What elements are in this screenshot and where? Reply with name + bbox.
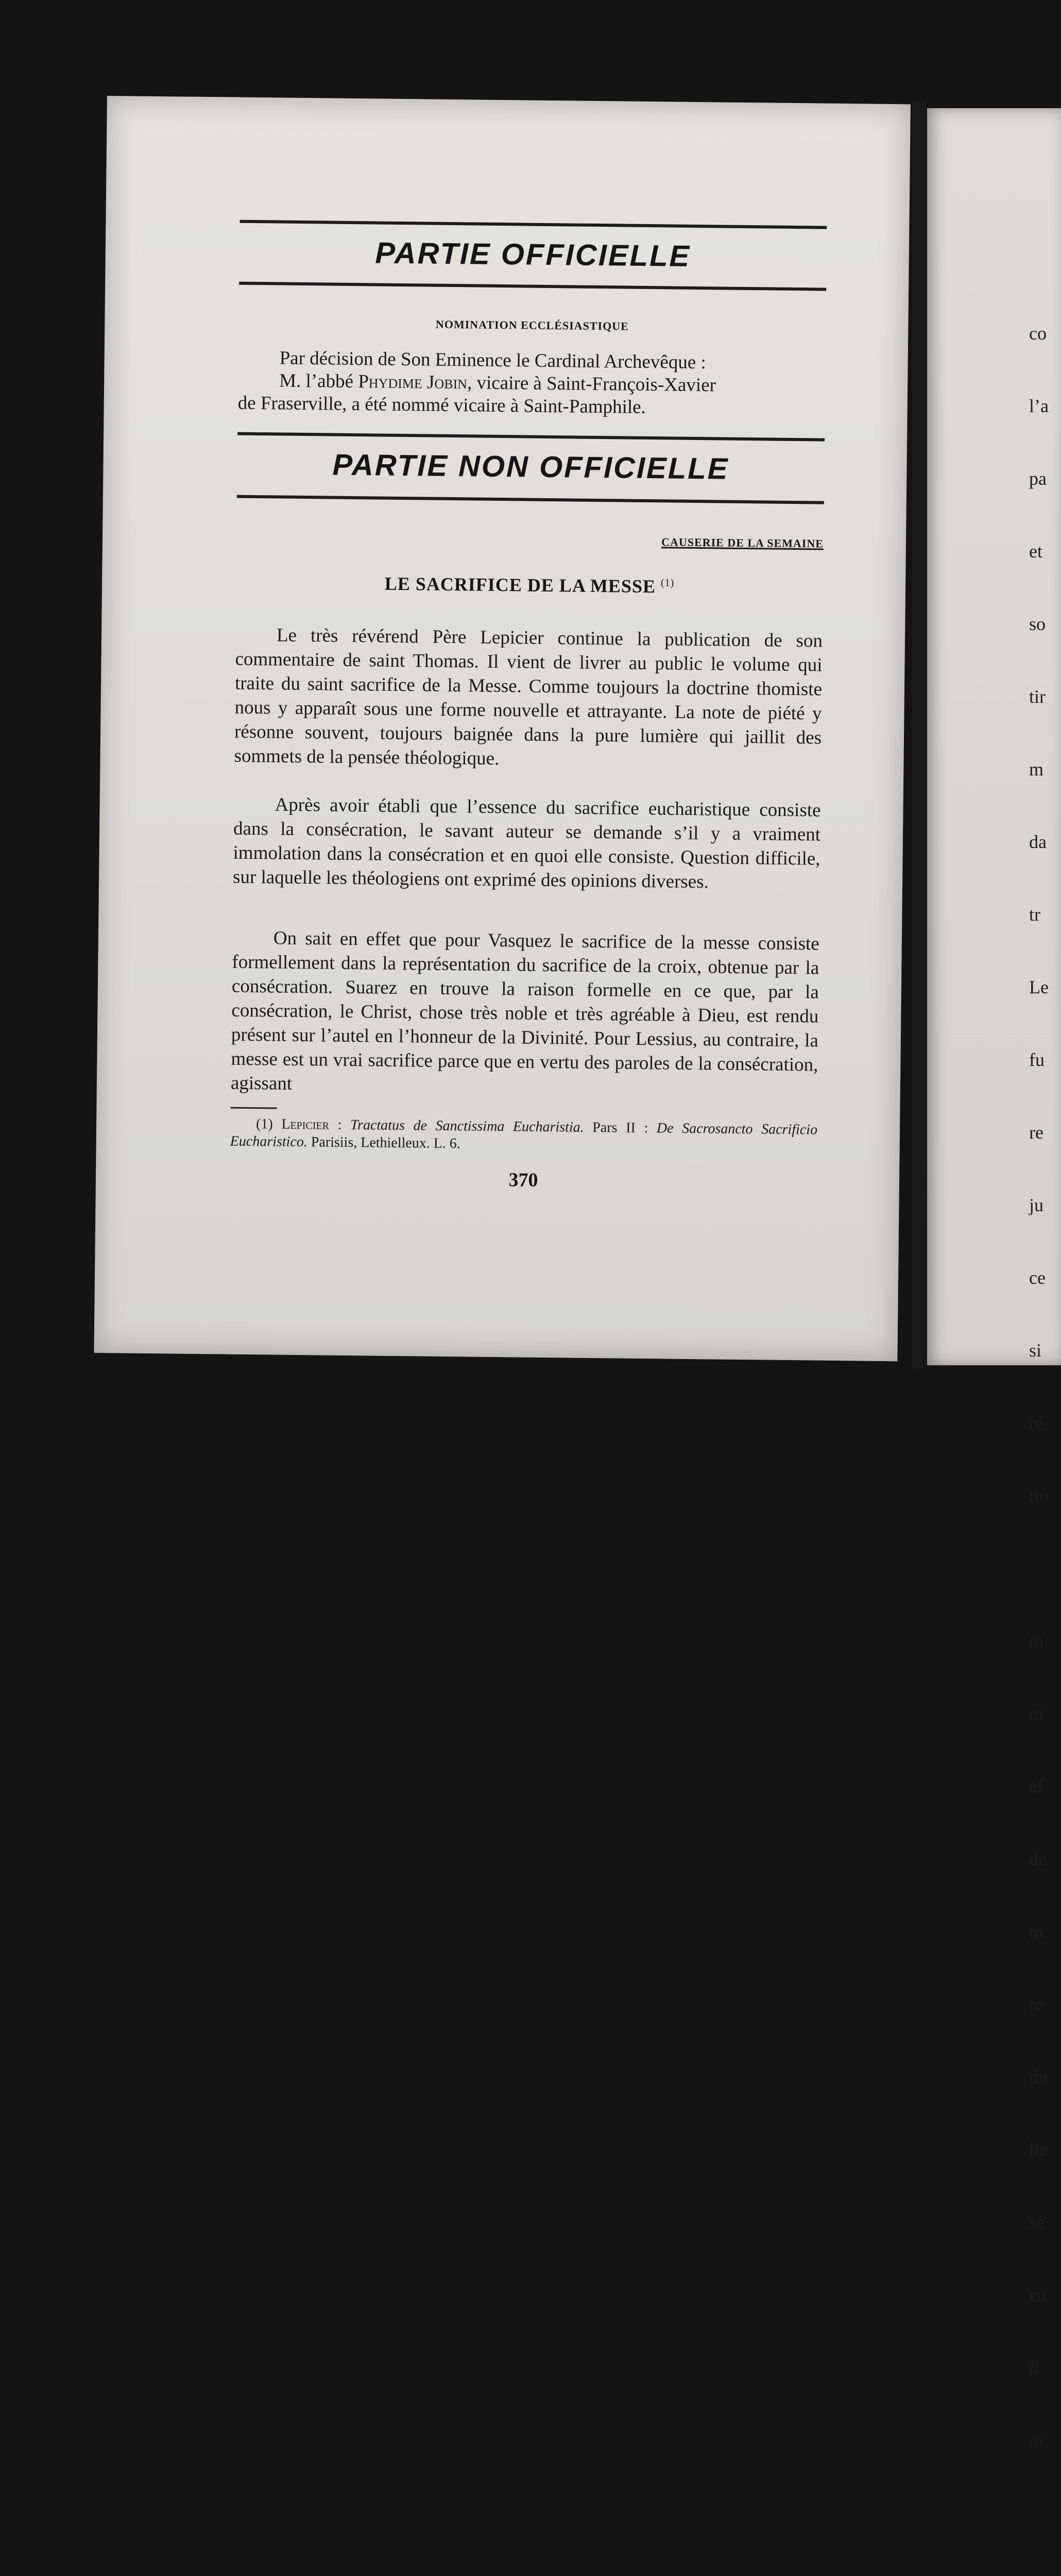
facing-line: tio (1029, 1485, 1049, 1506)
facing-line: ré (1029, 1413, 1043, 1433)
facing-line (1029, 2573, 1042, 2576)
nomination-line-3: de Fraserville, a été nommé vicaire à Saint-Pamphile. (237, 392, 646, 418)
footnote-part: Pars II : (584, 1119, 657, 1137)
footnote-author: Lepicier : (281, 1116, 342, 1133)
article-title-row (236, 571, 823, 599)
footnote-number: (1) (255, 1116, 273, 1132)
nomination-heading: NOMINATION ECCLÉSIASTIQUE (435, 317, 629, 333)
causerie-label: CAUSERIE DE LA SEMAINE (661, 535, 824, 550)
facing-line: so (1029, 614, 1046, 634)
facing-line: fu (1029, 1049, 1045, 1070)
header-non-official: PARTIE NON OFFICIELLE (332, 448, 729, 486)
paragraph-1: Le très révérend Père Lepicier continue la publication de son commentaire de saint Thomas. Il vient de livrer au public le volume qui traite du saint sacrifice de la Messe. Comme toujours la doctrine thomiste nous y apparaît sous une forme nouvelle et attrayante. La note de piété y résonne souvent, toujours baignée dans la pure lumière qui jaillit des sommets de la pensée théologique. (234, 624, 823, 770)
facing-line: ce (1029, 1267, 1046, 1288)
facing-line: l’a (1029, 396, 1049, 416)
facing-line: ef (1029, 1776, 1043, 1797)
facing-line: co (1029, 323, 1047, 344)
article-note-ref: (1) (660, 577, 675, 589)
facing-line: si (1029, 1340, 1042, 1361)
facing-line: fi (1029, 2357, 1040, 2378)
page-number: 370 (508, 1169, 538, 1191)
facing-line: m (1029, 1921, 1044, 1942)
paragraph-2: Après avoir établi que l’essence du sacrifice eucharistique consiste dans la consécration, le savant auteur se demande s’il y a vraiment immolation dans la consécration et en quoi elle consiste. Question difficile, sur laquelle les théologiens ont exprimé des opinions diverses. (232, 794, 821, 893)
footnote-title-1: Tractatus de Sanctissima Eucharistia. (350, 1117, 584, 1136)
facing-line: du (1029, 2066, 1048, 2087)
facing-line: eu (1029, 2284, 1047, 2305)
facing-line: tir (1029, 686, 1046, 707)
facing-line: re (1029, 1994, 1043, 2014)
facing-line: m (1029, 1631, 1044, 1651)
rule-above-non-official (237, 432, 825, 442)
facing-line: m (1029, 759, 1044, 779)
facing-line: tr (1029, 904, 1040, 925)
book-page (94, 96, 910, 1361)
paragraph-3: On sait en effet que pour Vasquez le sacrifice de la messe consiste formellement dans la représentation du sacrifice de la croix, obtenue par la consécration. Suarez en trouve la raison formelle en ce que, par la consécration, le Christ, chose très noble et très agréable à Dieu, est rendu présent sur l’autel en l’honneur de la Divinité. Pour Lessius, au contraire, la messe est un vrai sacrifice parce que en vertu des paroles de la consécration, agissant (230, 927, 820, 1094)
nomination-prefix: M. l’abbé (279, 370, 358, 393)
footnote-rule (230, 1107, 277, 1109)
facing-line: de (1029, 1849, 1047, 1869)
book-gutter (913, 101, 926, 1368)
footnote-rest: Parisiis, Lethielleux. L. 6. (307, 1134, 461, 1152)
nomination-line-1: Par décision de Son Eminence le Cardinal Archevêque : (279, 347, 706, 374)
facing-line: re (1029, 1122, 1043, 1143)
footnote (230, 1115, 818, 1157)
facing-line: Le (1029, 977, 1049, 997)
rule-under-non-official (237, 495, 824, 504)
facing-page-text (1029, 273, 1049, 2576)
facing-line: et (1029, 541, 1042, 562)
facing-line: in (1029, 2430, 1044, 2450)
facing-line (1029, 1556, 1042, 1581)
facing-line: da (1029, 832, 1047, 852)
facing-line (1029, 2501, 1042, 2525)
top-rule (239, 220, 827, 229)
facing-line: ni (1029, 1703, 1044, 1724)
facing-line: pa (1029, 468, 1047, 489)
rule-under-official (239, 282, 826, 291)
facing-line: sé (1029, 2212, 1045, 2232)
footnote-title-2: De Sacrosancto Sacrificio Eucharistico. (230, 1120, 818, 1150)
nomination-suffix: , vicaire à Saint-François-Xavier (467, 372, 716, 396)
nomination-name: Phydime Jobin (358, 371, 468, 394)
nomination-block (238, 347, 826, 421)
facing-line: ju (1029, 1195, 1044, 1215)
facing-line: lie (1029, 2139, 1048, 2160)
causerie-row (236, 531, 824, 553)
article-title: LE SACRIFICE DE LA MESSE (384, 573, 656, 597)
header-official: PARTIE OFFICIELLE (375, 236, 691, 273)
